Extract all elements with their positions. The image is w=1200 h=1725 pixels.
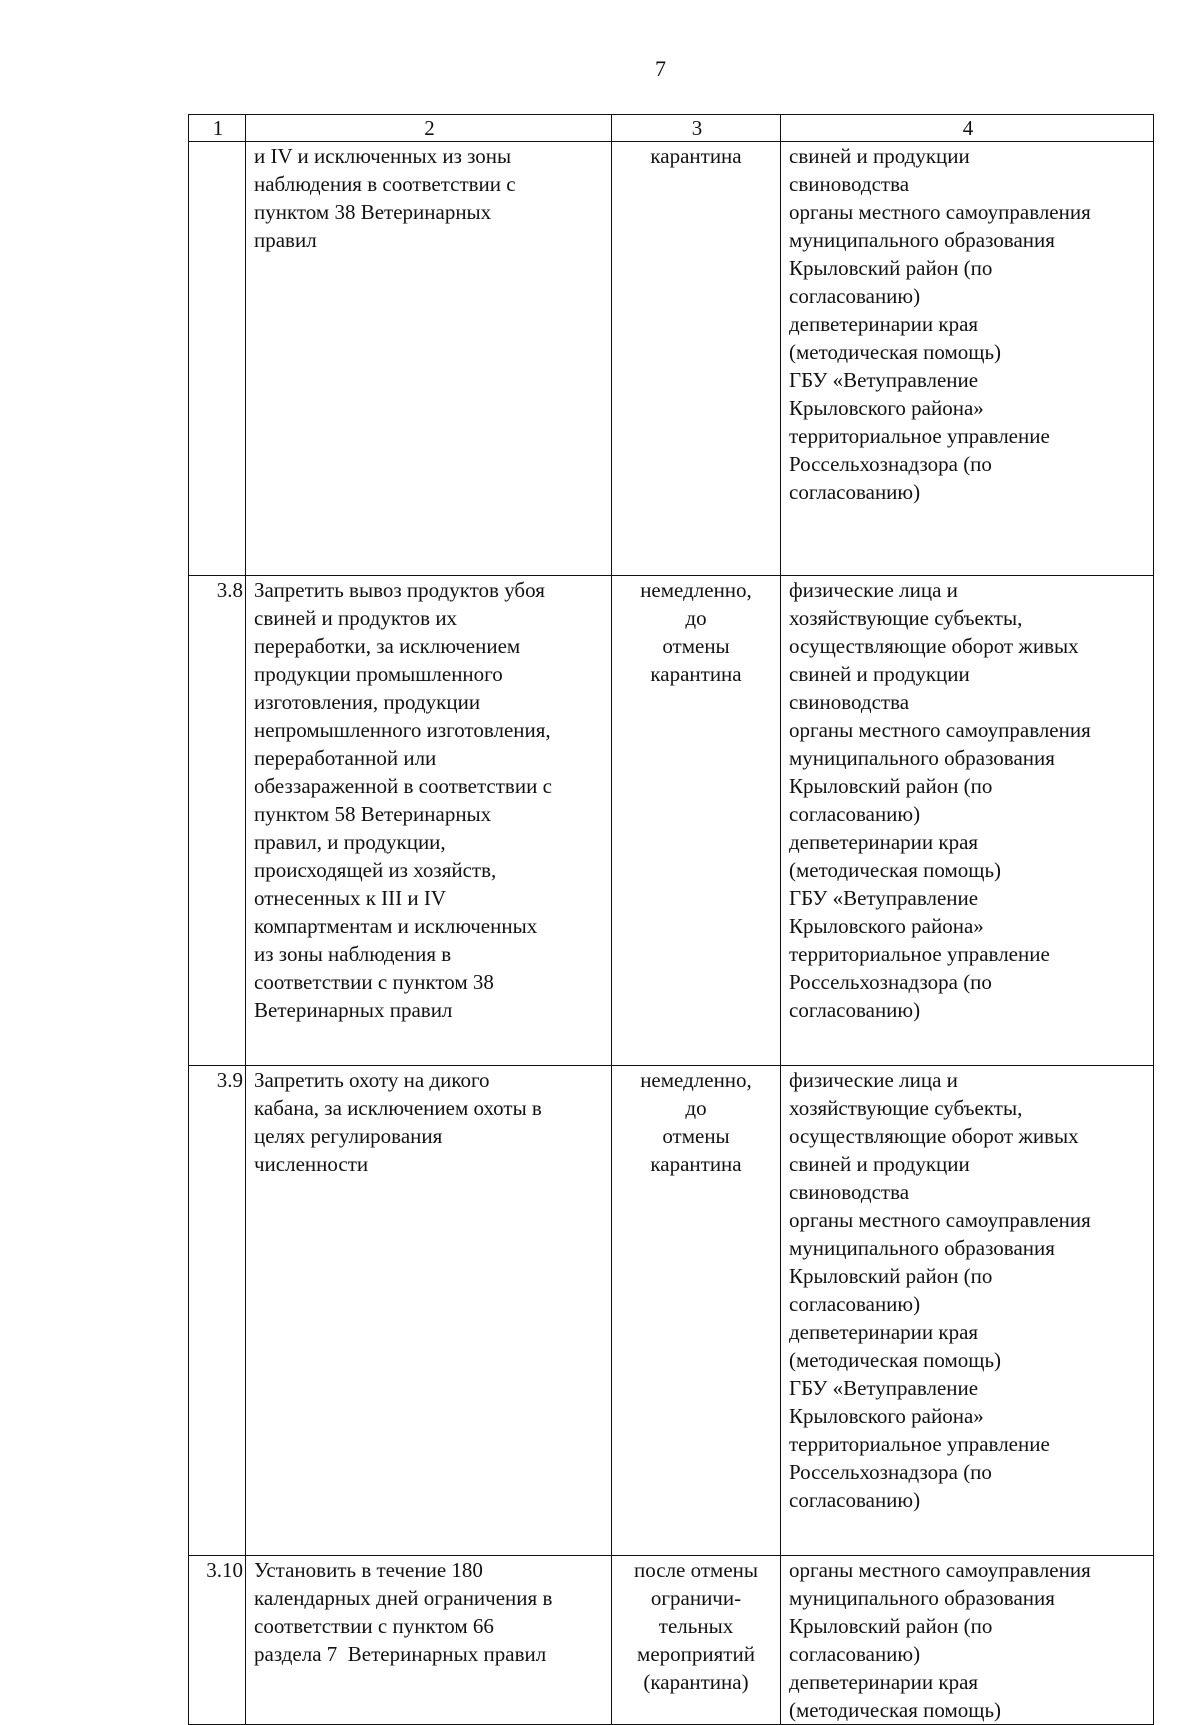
responsible-text-line: хозяйствующие субъекты, (789, 1096, 1023, 1120)
responsible-text-line: муниципального образования (789, 1586, 1055, 1610)
deadline-text (612, 576, 781, 1066)
table-body (189, 142, 1154, 1725)
responsible-text-line: территориальное управление (789, 1432, 1050, 1456)
responsible-text-line: осуществляющие оборот живых (789, 1124, 1079, 1148)
deadline-text (612, 1556, 781, 1725)
measure-text (246, 142, 612, 576)
deadline-text-line: карантина (650, 1152, 742, 1176)
deadline-text-line: немедленно, (640, 1068, 752, 1092)
measure-text-line: изготовления, продукции (254, 690, 481, 714)
measure-text-line: Ветеринарных правил (254, 998, 453, 1022)
responsible-text-line: Россельхознадзора (по (789, 452, 992, 476)
deadline-text (612, 1066, 781, 1556)
measure-text-line: Запретить вывоз продуктов убоя (254, 578, 545, 602)
measure-text-line: пунктом 38 Ветеринарных (254, 200, 492, 224)
deadline-text-line: отмены (662, 1124, 730, 1148)
measure-text-line: непромышленного изготовления, (254, 718, 551, 742)
responsible-text-line: Крыловского района» (789, 396, 984, 420)
responsible-text-line: депветеринарии края (789, 1320, 979, 1344)
responsible-text-line: Крыловский район (по (789, 1614, 993, 1638)
measure-text-line: соответствии с пунктом 66 (254, 1614, 494, 1638)
measure-text-line: переработанной или (254, 746, 437, 770)
measure-text-line: отнесенных к III и IV (254, 886, 447, 910)
responsible-text-line: (методическая помощь) (789, 340, 1002, 364)
measure-text-line: и IV и исключенных из зоны (254, 144, 512, 168)
responsible-text-line: хозяйствующие субъекты, (789, 606, 1023, 630)
responsible-text-line: ГБУ «Ветуправление (789, 368, 979, 392)
table-row (189, 1556, 1154, 1725)
page-number: 7 (655, 56, 666, 81)
responsible-text (781, 576, 1154, 1066)
responsible-text-line: ГБУ «Ветуправление (789, 1376, 979, 1400)
responsible-text-line: ГБУ «Ветуправление (789, 886, 979, 910)
responsible-text-line: свиней и продукции (789, 144, 970, 168)
responsible-text-line: согласованию) (789, 284, 921, 308)
row-number (189, 142, 246, 576)
deadline-text-line: после отмены (634, 1558, 758, 1582)
responsible-text-line: согласованию) (789, 1488, 921, 1512)
measure-text-line: целях регулирования (254, 1124, 443, 1148)
deadline-text-line: до (685, 1096, 707, 1120)
responsible-text-line: муниципального образования (789, 746, 1055, 770)
responsible-text-line: физические лица и (789, 578, 958, 602)
responsible-text (781, 1066, 1154, 1556)
measure-text-line: Установить в течение 180 (254, 1558, 483, 1582)
deadline-text-line: карантина (650, 144, 742, 168)
measure-text-line: из зоны наблюдения в (254, 942, 452, 966)
measure-text-line: соответствии с пунктом 38 (254, 970, 494, 994)
measure-text-line: правил, и продукции, (254, 830, 446, 854)
responsible-text (781, 1556, 1154, 1725)
responsible-text-line: Крыловский район (по (789, 256, 993, 280)
responsible-text-line: согласованию) (789, 998, 921, 1022)
measure-text-line: наблюдения в соответствии с (254, 172, 516, 196)
table-row (189, 142, 1154, 576)
responsible-text-line: депветеринарии края (789, 1670, 979, 1694)
row-number: 3.8 (189, 576, 246, 1066)
responsible-text-line: муниципального образования (789, 228, 1055, 252)
column-header-responsible: 4 (781, 115, 1154, 142)
deadline-text-line: мероприятий (637, 1642, 755, 1666)
responsible-text-line: территориальное управление (789, 942, 1050, 966)
responsible-text-line: Россельхознадзора (по (789, 970, 992, 994)
deadline-text-line: тельных (658, 1614, 734, 1638)
measure-text (246, 576, 612, 1066)
measure-text-line: раздела 7 Ветеринарных правил (254, 1642, 547, 1666)
responsible-text-line: (методическая помощь) (789, 1348, 1002, 1372)
table-row (189, 576, 1154, 1066)
responsible-text-line: свиноводства (789, 1180, 910, 1204)
responsible-text-line: согласованию) (789, 480, 921, 504)
responsible-text-line: муниципального образования (789, 1236, 1055, 1260)
deadline-text-line: до (685, 606, 707, 630)
responsible-text-line: Крыловского района» (789, 1404, 984, 1428)
column-header-deadline: 3 (612, 115, 781, 142)
responsible-text-line: органы местного самоуправления (789, 718, 1091, 742)
responsible-text-line: депветеринарии края (789, 312, 979, 336)
measures-table (188, 114, 1154, 1725)
responsible-text-line: свиноводства (789, 690, 910, 714)
measure-text-line: свиней и продуктов их (254, 606, 458, 630)
header-row (189, 115, 1154, 142)
responsible-text-line: физические лица и (789, 1068, 958, 1092)
measure-text-line: продукции промышленного (254, 662, 503, 686)
responsible-text-line: депветеринарии края (789, 830, 979, 854)
deadline-text-line: (карантина) (643, 1670, 749, 1694)
row-number: 3.10 (189, 1556, 246, 1725)
measure-text-line: кабана, за исключением охоты в (254, 1096, 542, 1120)
deadline-text-line: немедленно, (640, 578, 752, 602)
measure-text (246, 1066, 612, 1556)
responsible-text-line: органы местного самоуправления (789, 1558, 1091, 1582)
responsible-text-line: согласованию) (789, 1642, 921, 1666)
deadline-text-line: отмены (662, 634, 730, 658)
responsible-text-line: органы местного самоуправления (789, 200, 1091, 224)
measure-text-line: численности (254, 1152, 369, 1176)
responsible-text-line: свиней и продукции (789, 662, 970, 686)
responsible-text-line: Крыловский район (по (789, 1264, 993, 1288)
responsible-text-line: согласованию) (789, 802, 921, 826)
responsible-text-line: территориальное управление (789, 424, 1050, 448)
responsible-text-line: согласованию) (789, 1292, 921, 1316)
responsible-text-line: свиноводства (789, 172, 910, 196)
responsible-text (781, 142, 1154, 576)
column-header-measure: 2 (246, 115, 612, 142)
deadline-text-line: ограничи- (650, 1586, 742, 1610)
responsible-text-line: Крыловский район (по (789, 774, 993, 798)
responsible-text-line: осуществляющие оборот живых (789, 634, 1079, 658)
responsible-text-line: свиней и продукции (789, 1152, 970, 1176)
deadline-text-line: карантина (650, 662, 742, 686)
table-row (189, 1066, 1154, 1556)
measure-text-line: пунктом 58 Ветеринарных (254, 802, 492, 826)
measure-text-line: компартментам и исключенных (254, 914, 538, 938)
responsible-text-line: (методическая помощь) (789, 858, 1002, 882)
deadline-text (612, 142, 781, 576)
responsible-text-line: Крыловского района» (789, 914, 984, 938)
row-number: 3.9 (189, 1066, 246, 1556)
measure-text-line: происходящей из хозяйств, (254, 858, 497, 882)
measure-text-line: Запретить охоту на дикого (254, 1068, 490, 1092)
responsible-text-line: органы местного самоуправления (789, 1208, 1091, 1232)
measure-text (246, 1556, 612, 1725)
measure-text-line: обеззараженной в соответствии с (254, 774, 552, 798)
responsible-text-line: Россельхознадзора (по (789, 1460, 992, 1484)
column-header-number: 1 (189, 115, 246, 142)
responsible-text-line: (методическая помощь) (789, 1698, 1002, 1722)
measure-text-line: календарных дней ограничения в (254, 1586, 553, 1610)
measure-text-line: правил (254, 228, 317, 252)
measure-text-line: переработки, за исключением (254, 634, 521, 658)
